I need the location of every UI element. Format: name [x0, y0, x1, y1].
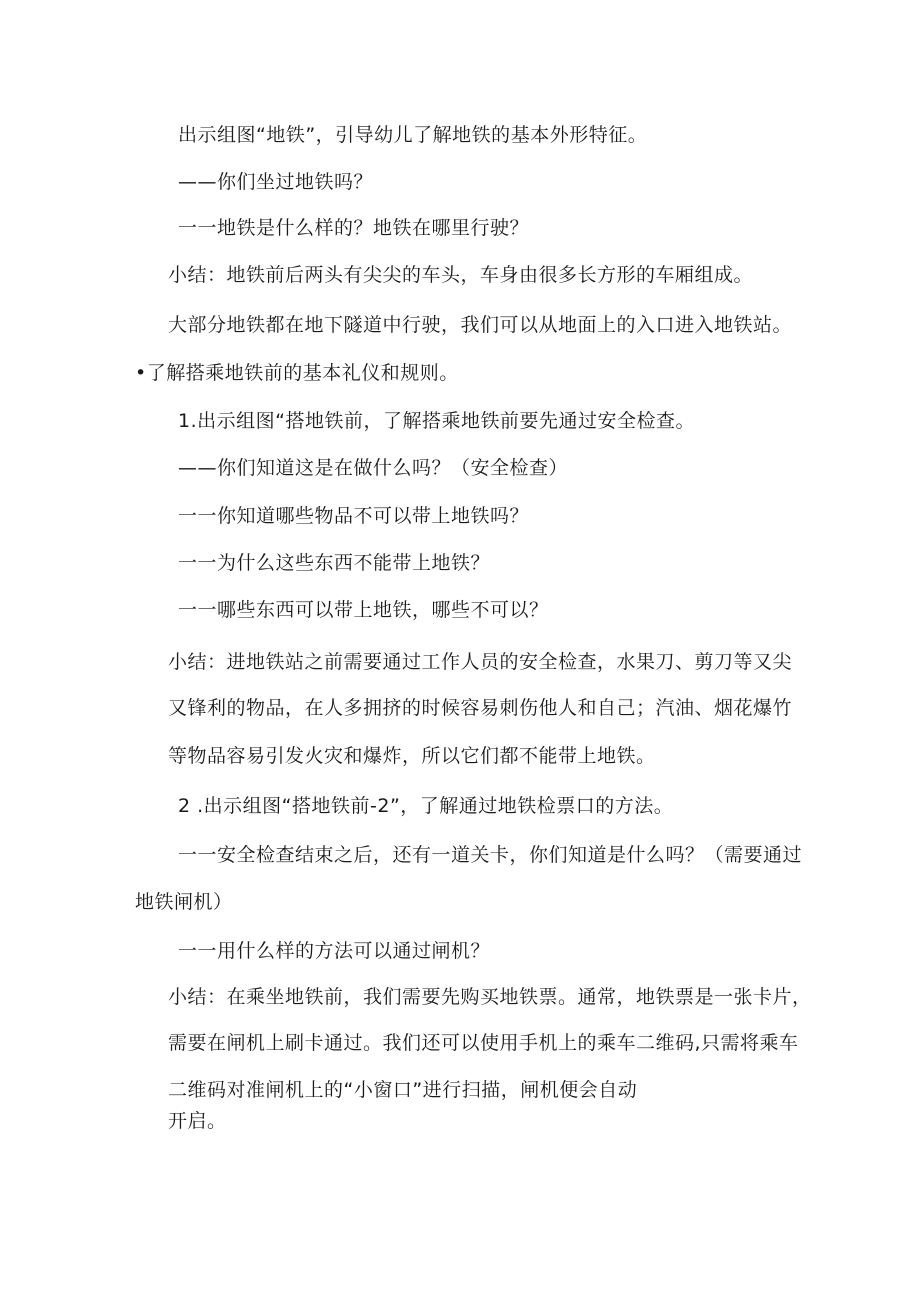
text-line: 一一安全检查结束之后，还有一道关卡，你们知道是什么吗？（需要通过 — [178, 844, 803, 866]
text-line: 等物品容易引发火灾和爆炸，所以它们都不能带上地铁。 — [168, 745, 656, 767]
text-line: 地铁闸机） — [135, 891, 233, 913]
text-line: 2 .出示组图“搭地铁前-2”，了解通过地铁检票口的方法。 — [178, 795, 674, 817]
text-line: 二维码对准闸机上的“小窗口”进行扫描，闸机便会自动 — [168, 1079, 638, 1101]
text-line: 一一地铁是什么样的？地铁在哪里行驶？ — [178, 217, 530, 239]
text-line: 小结：地铁前后两头有尖尖的车头，车身由很多长方形的车厢组成。 — [168, 264, 754, 286]
text-line: 1.出示组图“搭地铁前，了解搭乘地铁前要先通过安全检查。 — [178, 410, 695, 432]
text-line: 一一用什么样的方法可以通过闸机？ — [178, 940, 491, 962]
section-heading: •了解搭乘地铁前的基本礼仪和规则。 — [135, 362, 459, 384]
text-line: 需要在闸机上刷卡通过。我们还可以使用手机上的乘车二维码,只需将乘车 — [168, 1032, 799, 1054]
text-line: 出示组图“地铁”，引导幼儿了解地铁的基本外形特征。 — [178, 124, 648, 146]
text-line: 又锋利的物品，在人多拥挤的时候容易刺伤他人和自己；汽油、烟花爆竹 — [168, 697, 793, 719]
text-line: 一一为什么这些东西不能带上地铁？ — [178, 552, 491, 574]
text-line: 一一哪些东西可以带上地铁，哪些不可以？ — [178, 599, 549, 621]
text-line: ——你们知道这是在做什么吗？（安全检查） — [178, 457, 569, 479]
text-line: 小结：在乘坐地铁前，我们需要先购买地铁票。通常，地铁票是一张卡片， — [168, 986, 812, 1008]
text-line: 大部分地铁都在地下隧道中行驶，我们可以从地面上的入口进入地铁站。 — [168, 314, 793, 336]
text-line: ——你们坐过地铁吗？ — [178, 171, 374, 193]
text-line: 小结：进地铁站之前需要通过工作人员的安全检查，水果刀、剪刀等又尖 — [168, 651, 793, 673]
text-line: 开启。 — [168, 1110, 227, 1132]
text-line: 一一你知道哪些物品不可以带上地铁吗？ — [178, 505, 530, 527]
